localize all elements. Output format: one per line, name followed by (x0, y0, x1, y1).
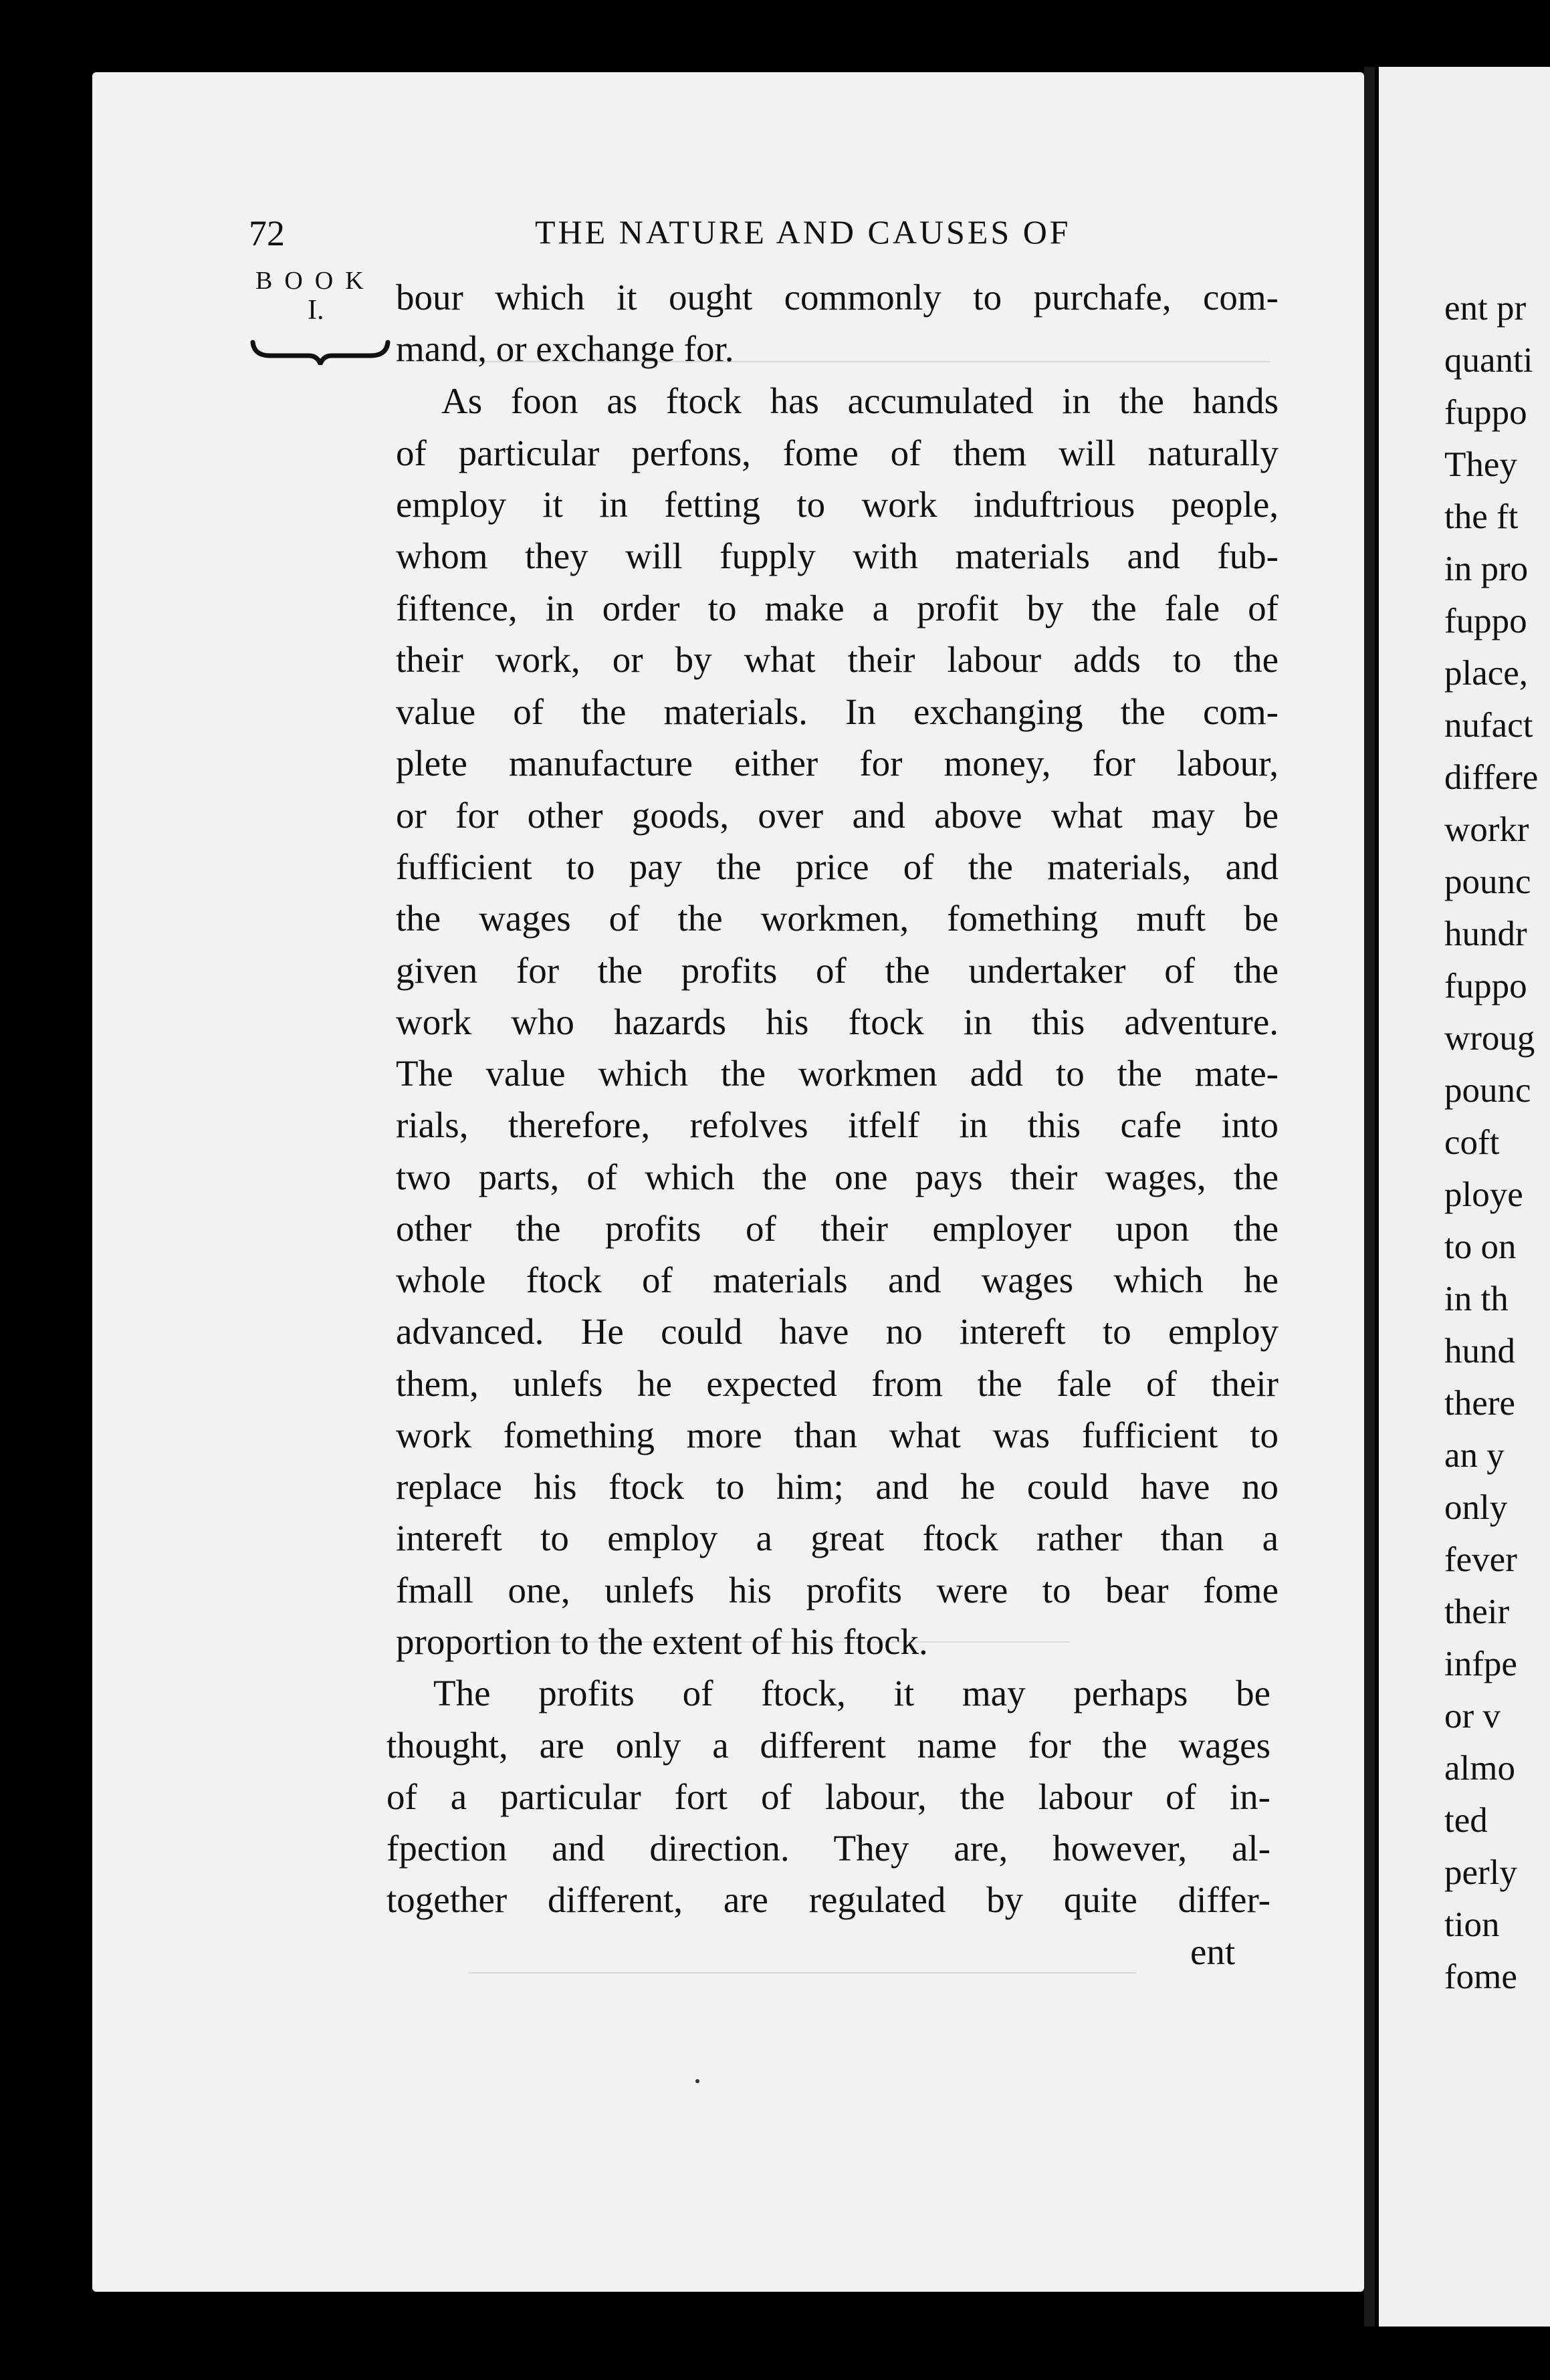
text-line: of particular perfons, fome of them will naturally (396, 433, 1279, 473)
text-line: rials, therefore, refolves itfelf in this cafe into (396, 1104, 1279, 1145)
text-line: thought, are only a different name for the wages (386, 1725, 1270, 1766)
facing-line: ploye (1444, 1175, 1523, 1214)
text-line: their work, or by what their labour adds to the (396, 639, 1279, 680)
text-line: given for the profits of the undertaker of the (396, 950, 1279, 991)
facing-line: an y (1444, 1436, 1505, 1475)
text-line: fufficient to pay the price of the materials, and (396, 846, 1279, 887)
text-line: intereft to employ a great ftock rather than a (396, 1518, 1279, 1558)
text-line: proportion to the extent of his ftock. (396, 1621, 928, 1662)
running-head: THE NATURE AND CAUSES OF (535, 213, 1071, 251)
text-line: work fomething more than what was fufficient to (396, 1415, 1279, 1455)
facing-line: fuppo (1444, 393, 1527, 432)
facing-line: wroug (1444, 1019, 1535, 1058)
facing-line: or v (1444, 1697, 1501, 1736)
facing-line: tion (1444, 1905, 1500, 1944)
facing-line: the ft (1444, 497, 1519, 536)
text-line: or for other goods, over and above what may be (396, 795, 1279, 836)
facing-line: to on (1444, 1227, 1517, 1266)
facing-line: ted (1444, 1801, 1488, 1840)
text-line: plete manufacture either for money, for labour, (396, 743, 1279, 784)
facing-line: infpe (1444, 1645, 1517, 1683)
facing-line: perly (1444, 1853, 1517, 1892)
facing-line: fuppo (1444, 602, 1527, 640)
facing-line: fever (1444, 1540, 1517, 1579)
text-line: work who hazards his ftock in this adventure. (396, 1001, 1279, 1042)
text-line: advanced. He could have no intereft to employ (396, 1311, 1279, 1352)
facing-line: place, (1444, 654, 1529, 693)
text-line: value of the materials. In exchanging the com- (396, 691, 1279, 732)
text-line: together different, are regulated by quite differ- (386, 1879, 1270, 1920)
facing-line: quanti (1444, 341, 1533, 380)
text-line: other the profits of their employer upon the (396, 1208, 1279, 1249)
text-line: mand, or exchange for. (396, 328, 734, 369)
text-line: employ it in fetting to work induftrious people, (396, 484, 1279, 525)
text-line: the wages of the workmen, fomething muft be (396, 898, 1279, 939)
text-line: The profits of ftock, it may perhaps be (433, 1673, 1270, 1713)
facing-line: They (1444, 445, 1517, 484)
facing-line: pounc (1444, 862, 1531, 901)
facing-line: almo (1444, 1749, 1515, 1788)
text-line: The value which the workmen add to the mate- (396, 1053, 1279, 1094)
facing-line: hundr (1444, 915, 1527, 953)
facing-line: differe (1444, 758, 1539, 797)
text-line: As foon as ftock has accumulated in the hands (441, 380, 1279, 421)
facing-line: in pro (1444, 550, 1529, 588)
facing-line: their (1444, 1592, 1510, 1631)
book-label: BOOK (255, 267, 376, 295)
facing-line: ent pr (1444, 289, 1527, 328)
facing-line: workr (1444, 810, 1529, 849)
facing-line: only (1444, 1488, 1508, 1527)
text-line: bour which it ought commonly to purchafe, com- (396, 277, 1279, 318)
page-number: 72 (249, 213, 285, 253)
facing-line: nufact (1444, 706, 1533, 745)
text-line: fpection and direction. They are, however, al- (386, 1828, 1270, 1869)
facing-line: hund (1444, 1332, 1515, 1371)
text-line: two parts, of which the one pays their wages, the (396, 1157, 1279, 1197)
text-line: whole ftock of materials and wages which he (396, 1260, 1279, 1300)
facing-line: there (1444, 1384, 1515, 1423)
facing-line: fome (1444, 1957, 1517, 1996)
facing-line: fuppo (1444, 967, 1527, 1005)
text-line: fmall one, unlefs his profits were to bear fome (396, 1570, 1279, 1611)
facing-line: in th (1444, 1280, 1509, 1318)
text-line: them, unlefs he expected from the fale of their (396, 1363, 1279, 1404)
facing-line: pounc (1444, 1071, 1531, 1110)
text-line: replace his ftock to him; and he could have no (396, 1466, 1279, 1507)
catchword: ent (1190, 1931, 1236, 1972)
text-line: fiftence, in order to make a profit by the fale of (396, 588, 1279, 628)
book-number: I. (308, 295, 324, 326)
facing-line: coft (1444, 1123, 1500, 1162)
text-line: of a particular fort of labour, the labour of in- (386, 1776, 1270, 1817)
text-line: whom they will fupply with materials and fub- (396, 536, 1279, 576)
